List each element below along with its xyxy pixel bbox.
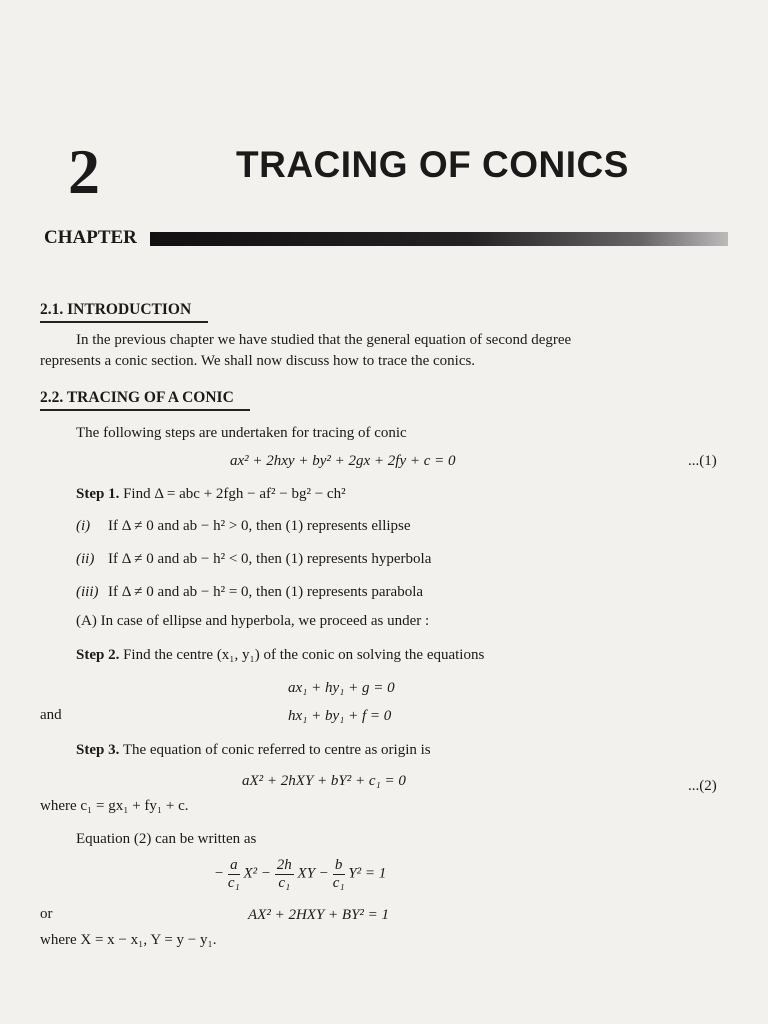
case-hyperbola <box>76 552 431 567</box>
fraction-numerator: 2h <box>276 857 292 873</box>
case2-text: If Δ ≠ 0 and ab − h² < 0, then (1) represents hyperbola <box>108 551 432 567</box>
chapter-label: CHAPTER <box>44 227 137 248</box>
centre-equation-2: hx₁ + by₁ + f = 0 <box>288 708 392 724</box>
chapter-bar <box>150 232 728 246</box>
case3-text: If Δ ≠ 0 and ab − h² = 0, then (1) represents parabola <box>108 584 424 600</box>
fraction-lead-sign: − <box>214 865 225 882</box>
section-heading-tracing: 2.2. TRACING OF A CONIC <box>40 389 234 406</box>
equation-number-2: ...(2) <box>688 778 717 794</box>
fraction-numerator: b <box>333 857 345 875</box>
case2-number: (ii) <box>76 551 95 567</box>
fraction-denominator: c₁ <box>278 874 291 891</box>
fraction-denominator: c₁ <box>227 874 240 891</box>
step3 <box>76 743 431 758</box>
heading-underline <box>40 409 250 411</box>
where-c1-definition: where c₁ = gx₁ + fy₁ + c. <box>40 798 189 814</box>
fraction-numerator: a <box>228 857 240 875</box>
case-a-note: (A) In case of ellipse and hyperbola, we proceed as under : <box>76 613 430 629</box>
where-xy-definition: where X = x − x₁, Y = y − y₁. <box>40 932 217 948</box>
fraction-term-y2: Y² = 1 <box>348 865 387 882</box>
equation-rewrite-note: Equation (2) can be written as <box>76 831 257 847</box>
equation-number-1: ...(1) <box>688 453 717 469</box>
fraction-2h-over-c1 <box>275 857 294 891</box>
centred-conic-equation: aX² + 2hXY + bY² + c₁ = 0 <box>242 773 406 789</box>
case1-text: If Δ ≠ 0 and ab − h² > 0, then (1) represents ellipse <box>108 518 411 534</box>
and-label: and <box>40 707 62 723</box>
fraction-form-equation <box>214 857 386 891</box>
step2-label: Step 2. <box>76 647 120 663</box>
tracing-intro: The following steps are undertaken for tracing of conic <box>76 425 407 441</box>
chapter-title: TRACING OF CONICS <box>236 144 629 185</box>
centre-equation-1: ax₁ + hy₁ + g = 0 <box>288 680 395 696</box>
case-ellipse <box>76 519 411 534</box>
heading-underline <box>40 321 208 323</box>
general-conic-equation: ax² + 2hxy + by² + 2gx + 2fy + c = 0 <box>230 453 456 469</box>
section-heading-introduction: 2.1. INTRODUCTION <box>40 301 192 318</box>
step1-label: Step 1. <box>76 486 120 502</box>
fraction-a-over-c1 <box>228 857 240 891</box>
step3-text: The equation of conic referred to centre as origin is <box>122 742 431 758</box>
fraction-term-x2: X² − <box>243 865 272 882</box>
case3-number: (iii) <box>76 584 99 600</box>
step3-label: Step 3. <box>76 742 120 758</box>
case1-number: (i) <box>76 518 91 534</box>
step2-text: Find the centre (x₁, y₁) of the conic on solving the equations <box>123 647 485 663</box>
fraction-term-xy: XY − <box>297 865 329 882</box>
or-label: or <box>40 906 53 922</box>
step1 <box>76 487 346 502</box>
standard-form-equation: AX² + 2HXY + BY² = 1 <box>248 907 390 923</box>
fraction-b-over-c1 <box>333 857 345 891</box>
intro-paragraph-line2: represents a conic section. We shall now discuss how to trace the conics. <box>40 353 476 369</box>
fraction-denominator: c₁ <box>332 874 345 891</box>
step1-text: Find Δ = abc + 2fgh − af² − bg² − ch² <box>123 486 346 502</box>
intro-paragraph-line1: In the previous chapter we have studied that the general equation of second degree <box>76 332 572 348</box>
case-parabola <box>76 585 423 600</box>
step2 <box>76 648 484 663</box>
chapter-number: 2 <box>68 136 100 207</box>
